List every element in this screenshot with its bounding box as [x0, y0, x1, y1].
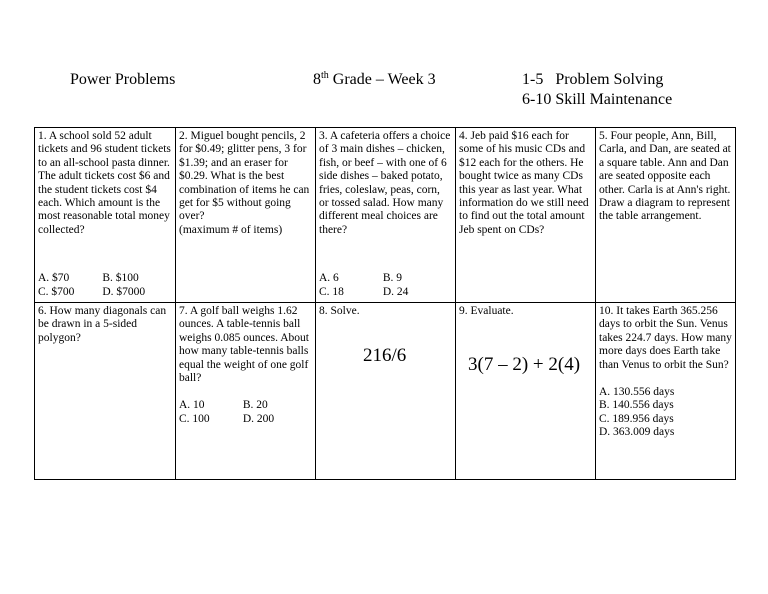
problems-row-1 — [35, 128, 736, 303]
problem-7-choice-b: B. 20 — [242, 399, 268, 412]
problem-10-choice-c: C. 189.956 days — [599, 412, 674, 425]
problem-3-choice-c: C. 18 — [319, 285, 344, 298]
problem-8-expression: 216/6 — [363, 345, 407, 366]
problem-3-choice-b: B. 9 — [382, 272, 402, 285]
grade-week-text: Grade – Week 3 — [328, 71, 436, 88]
problem-7-cell — [176, 303, 316, 480]
problem-6-cell — [35, 303, 176, 480]
header-sections — [522, 70, 672, 110]
problem-8-cell — [316, 303, 456, 480]
grade-superscript: th — [321, 70, 329, 81]
problem-9-cell — [456, 303, 596, 480]
problem-3-choices — [319, 272, 452, 299]
problem-10-cell — [596, 303, 736, 480]
problem-8-text: 8. Solve. — [319, 305, 360, 317]
problem-10-choice-b: B. 140.556 days — [599, 399, 674, 412]
problems-grid — [34, 127, 736, 480]
problem-1-cell — [35, 128, 176, 303]
problem-10-text: 10. It takes Earth 365.256 days to orbit the Sun. Venus takes 224.7 days. How many more days does Earth take than Venus to orbit the Sun? — [599, 305, 732, 371]
problem-3-choice-d: D. 24 — [382, 285, 409, 298]
problem-9-text: 9. Evaluate. — [459, 305, 514, 317]
grade-number: 8 — [313, 71, 321, 88]
problem-4-text: 4. Jeb paid $16 each for some of his music CDs and $12 each for the others. He bought twice as many CDs this year as last year. What information do we still need to find out the total amount Jeb spent on CDs? — [459, 130, 589, 236]
problem-1-choice-c: C. $700 — [38, 285, 75, 298]
problem-3-text: 3. A cafeteria offers a choice of 3 main dishes – chicken, fish, or beef – with one of 6 side dishes – baked potato, fries, coleslaw, peas, corn, or tossed salad. How many different meal choices are there? — [319, 130, 451, 236]
problem-5-text: 5. Four people, Ann, Bill, Carla, and Dan, are seated at a square table. Ann and Dan are seated opposite each other. Carla is at Ann's right. Draw a diagram to represent the table arrangement. — [599, 130, 731, 223]
problem-6-text: 6. How many diagonals can be drawn in a 5-sided polygon? — [38, 305, 167, 344]
header-section-problem-solving: 1-5 Problem Solving — [522, 71, 664, 88]
problem-7-text: 7. A golf ball weighs 1.62 ounces. A table-tennis ball weighs 0.085 ounces. About how many table-tennis balls equal the weight of one golf ball? — [179, 305, 310, 385]
problem-7-choice-a: A. 10 — [179, 399, 205, 412]
problem-1-choice-b: B. $100 — [102, 272, 139, 285]
problem-1-text: 1. A school sold 52 adult tickets and 96 student tickets to an all-school pasta dinner. The adult tickets cost $6 and the student tickets cost $4 each. Which amount is the most reasonable total money collected? — [38, 130, 171, 236]
problem-1-choice-d: D. $7000 — [102, 285, 146, 298]
problem-7-choice-d: D. 200 — [242, 412, 275, 425]
problem-9-expression: 3(7 – 2) + 2(4) — [468, 354, 581, 375]
problem-10-choice-a: A. 130.556 days — [599, 386, 675, 399]
problem-2-cell — [176, 128, 316, 303]
problem-1-choices — [38, 272, 172, 299]
problem-5-cell — [596, 128, 736, 303]
problem-1-choice-a: A. $70 — [38, 272, 70, 285]
problem-4-cell — [456, 128, 596, 303]
problem-10-choices — [599, 386, 732, 440]
header-section-skill-maintenance: 6-10 Skill Maintenance — [522, 91, 673, 108]
problem-7-choices — [179, 399, 312, 426]
problem-7-choice-c: C. 100 — [179, 412, 210, 425]
problem-2-note: (maximum # of items) — [179, 223, 283, 236]
problem-3-choice-a: A. 6 — [319, 272, 339, 285]
problem-10-choice-d: D. 363.009 days — [599, 426, 675, 439]
problems-row-2 — [35, 303, 736, 480]
problem-3-cell — [316, 128, 456, 303]
header-title: Power Problems — [70, 71, 176, 88]
header-grade-week — [313, 70, 436, 90]
problem-2-text: 2. Miguel bought pencils, 2 for $0.49; glitter pens, 3 for $1.39; and an eraser for $0.29. What is the best combination of items he can get for $5 without going over? — [179, 130, 310, 223]
